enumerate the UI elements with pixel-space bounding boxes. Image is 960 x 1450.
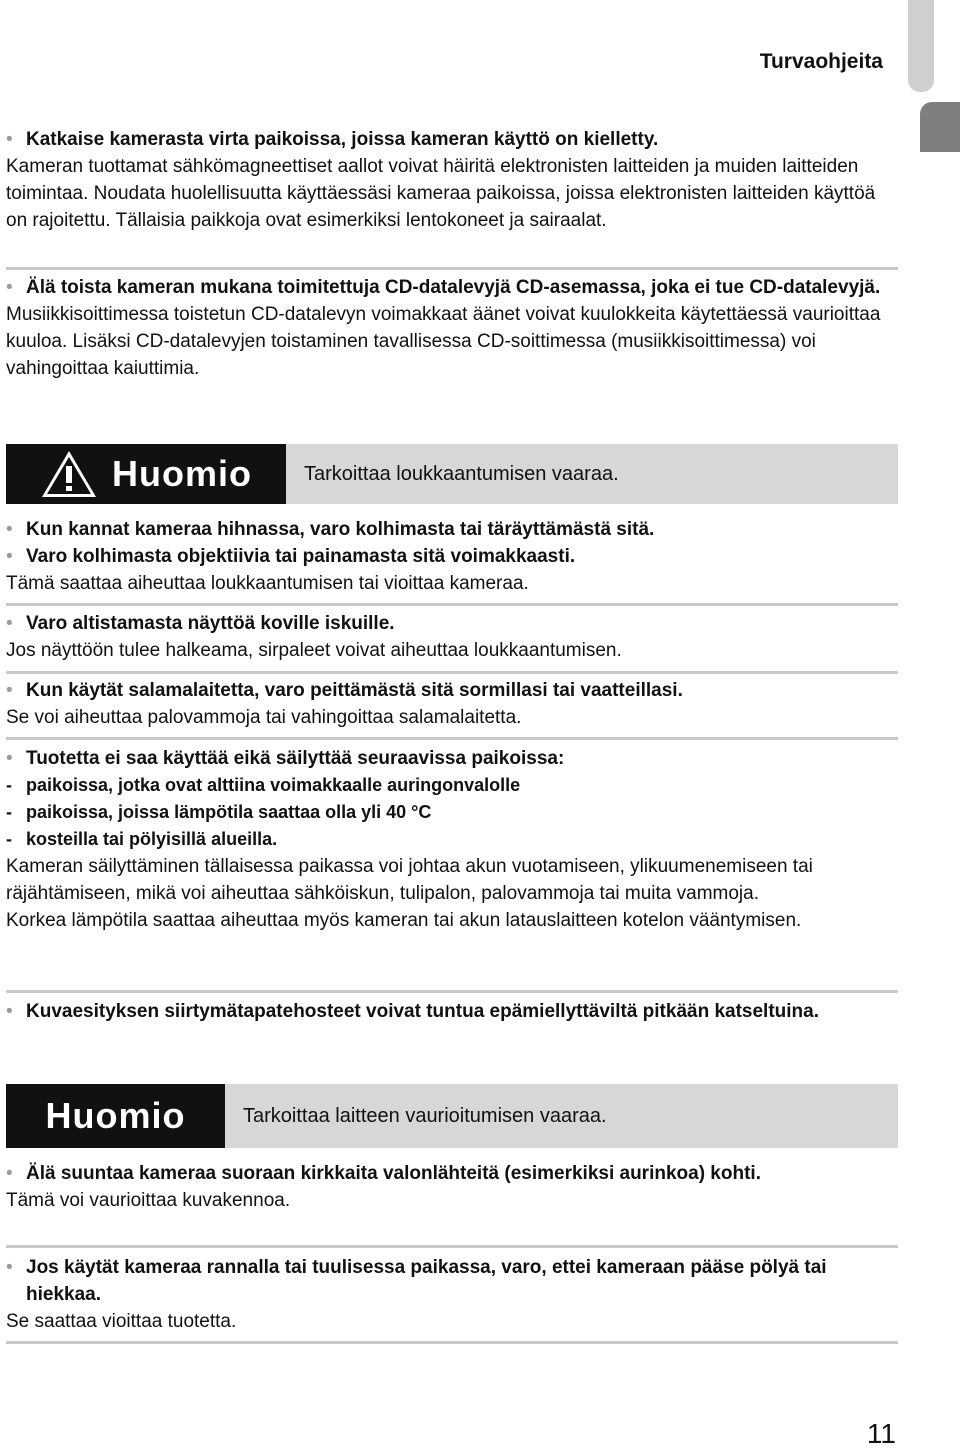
section-flash [6,677,898,731]
divider [6,1341,898,1344]
caution-description: Tarkoittaa loukkaantumisen vaaraa. [304,462,619,485]
section-heading: • Varo altistamasta näyttöä koville iskuille. [6,610,898,637]
section-body: Se voi aiheuttaa palovammoja tai vahingoittaa salamalaitetta. [6,707,522,728]
section-heading: • Varo kolhimasta objektiivia tai painamasta sitä voimakkaasti. [6,543,898,570]
section-storage [6,745,898,934]
section-body: Kameran tuottamat sähkömagneettiset aallot voivat häiritä elektronisten laitteiden ja muiden laitteiden toimintaa. Noudata huolellisuutta käyttäessäsi kameraa paikoissa, joissa elektronisten laitteiden käyttöä on rajoitettu. Tällaisia paikkoja ovat esimerkiksi lentokoneet ja sairaalat. [6,156,876,231]
page-header-title: Turvaohjeita [759,50,883,73]
section-sand-dust [6,1254,898,1335]
section-body: Korkea lämpötila saattaa aiheuttaa myös kameran tai akun latauslaitteen kotelon vääntymisen. [6,910,802,931]
section-heading: • Jos käytät kameraa rannalla tai tuulisessa paikassa, varo, ettei kameraan pääse pölyä tai hiekkaa. [6,1254,898,1308]
warning-triangle-icon [40,449,98,499]
section-slideshow [6,998,898,1025]
divider [6,603,898,606]
list-item: - kosteilla tai pölyisillä alueilla. [6,826,898,853]
divider [6,1245,898,1248]
caution-label-box [6,1084,225,1148]
list-item: - paikoissa, joissa lämpötila saattaa olla yli 40 °C [6,799,898,826]
caution-label-box [6,444,286,504]
section-heading: • Katkaise kamerasta virta paikoissa, joissa kameran käyttö on kielletty. [6,126,898,153]
section-power-off [6,126,898,234]
caution-description: Tarkoittaa laitteen vaurioitumisen vaaraa. [243,1104,607,1127]
section-heading: • Kuvaesityksen siirtymätapatehosteet voivat tuntua epämiellyttäviltä pitkään katseltuina. [6,998,898,1025]
side-tab-dark [920,102,960,152]
list-item: - paikoissa, jotka ovat alttiina voimakkaalle auringonvalolle [6,772,898,799]
section-body: Kameran säilyttäminen tällaisessa paikassa voi johtaa akun vuotamiseen, ylikuumenemiseen tai räjähtämiseen, mikä voi aiheuttaa sähköiskun, tulipalon, palovammoja tai muita vammoja. [6,856,813,904]
section-heading: • Älä suuntaa kameraa suoraan kirkkaita valonlähteitä (esimerkiksi aurinkoa) kohti. [6,1160,898,1187]
divider [6,990,898,993]
section-body: Tämä voi vaurioittaa kuvakennoa. [6,1190,291,1211]
section-bright-light [6,1160,898,1214]
divider [6,267,898,270]
section-body: Se saattaa vioittaa tuotetta. [6,1311,237,1332]
section-heading: • Tuotetta ei saa käyttää eikä säilyttää seuraavissa paikoissa: [6,745,898,772]
divider [6,737,898,740]
section-body: Tämä saattaa aiheuttaa loukkaantumisen tai vioittaa kameraa. [6,573,529,594]
section-heading: • Kun kannat kameraa hihnassa, varo kolhimasta tai täräyttämästä sitä. [6,516,898,543]
page-number: 11 [866,1418,896,1449]
section-screen-impact [6,610,898,664]
section-body: Jos näyttöön tulee halkeama, sirpaleet voivat aiheuttaa loukkaantumisen. [6,640,622,661]
section-body: Musiikkisoittimessa toistetun CD-datalevyn voimakkaat äänet voivat kuulokkeita käytettäessä vaurioittaa kuuloa. Lisäksi CD-datalevyjen toistaminen tavallisessa CD-soittimessa (musiikkisoittimessa) voi vahingoittaa kaiuttimia. [6,304,881,379]
caution-injury-banner [6,444,898,504]
divider [6,671,898,674]
section-cd-data [6,274,898,382]
caution-damage-banner [6,1084,898,1148]
section-strap [6,516,898,597]
section-heading: • Kun käytät salamalaitetta, varo peittämästä sitä sormillasi tai vaatteillasi. [6,677,898,704]
side-tab-light [908,0,934,92]
caution-label: Huomio [112,453,252,494]
section-heading: • Älä toista kameran mukana toimitettuja CD-datalevyjä CD-asemassa, joka ei tue CD-datalevyjä. [6,274,898,301]
caution-label: Huomio [45,1095,186,1136]
